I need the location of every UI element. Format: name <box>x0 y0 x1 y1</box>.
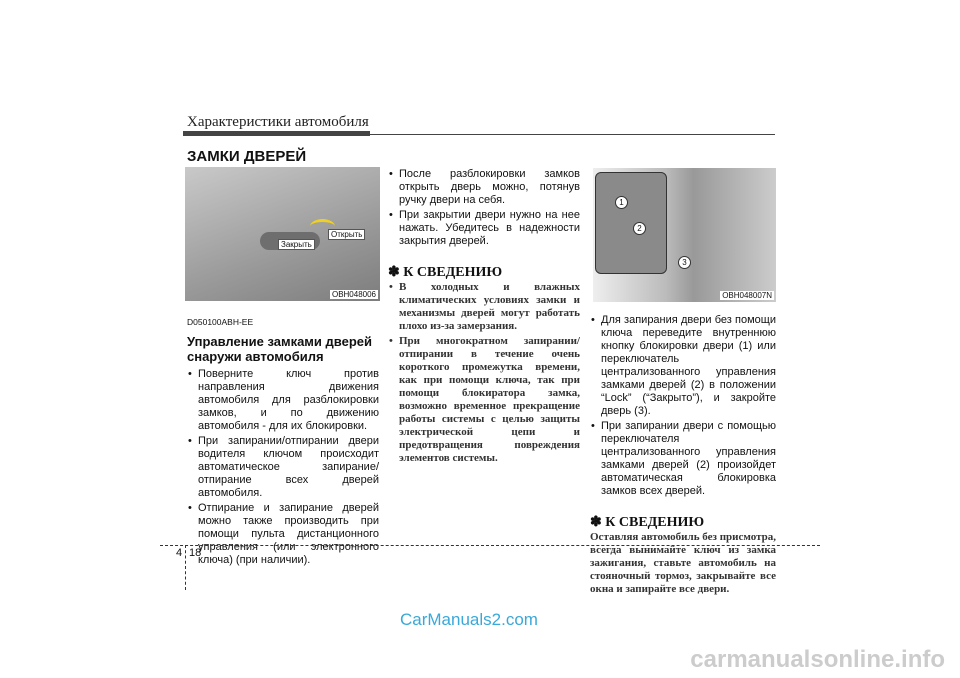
section-heading: Управление замками дверей снаружи автомобиля <box>187 334 372 364</box>
inset-panel <box>595 172 667 274</box>
unlock-label: Открыть <box>328 229 365 240</box>
list-item: • Поверните ключ против направления движения автомобиля для разблокировки замков, и по движению автомобиля - для их блокировки. <box>187 368 379 433</box>
footer-divider <box>185 545 186 590</box>
column-3 <box>590 314 776 596</box>
section-header: Характеристики автомобиля <box>187 114 369 130</box>
door-interior-figure <box>593 168 776 302</box>
note-text: Оставляя автомобиль без присмотра, всегда вынимайте ключ из замка зажигания, ставьте автомобиль на стояночный тормоз, закрывайте все окна и запирайте все двери. <box>590 531 776 595</box>
header-rule <box>370 134 775 135</box>
note-title: ✽ К СВЕДЕНИЮ <box>388 265 503 280</box>
marker-2: 2 <box>633 222 646 235</box>
note-item: • В холодных и влажных климатических условиях замки и механизмы дверей могут работать плохо из-за замерзания. <box>388 281 580 333</box>
chapter-number: 4 <box>176 547 183 559</box>
marker-3: 3 <box>678 256 691 269</box>
list-item: • При запирании двери с помощью переключателя централизованного управления замками дверей (2) произойдет автоматическая блокировка замков всех дверей. <box>590 420 776 498</box>
note-block <box>388 266 580 465</box>
lock-label: Закрыть <box>278 239 315 250</box>
figure-code: OBH048007N <box>722 291 772 300</box>
note-block <box>590 516 776 596</box>
figure-code: OBH048006 <box>331 290 376 299</box>
watermark: CarManuals2.com <box>400 610 538 629</box>
column-2 <box>388 168 580 467</box>
note-title: ✽ К СВЕДЕНИЮ <box>590 515 705 530</box>
list-item: • После разблокировки замков открыть дверь можно, потянув ручку двери на себя. <box>388 168 580 207</box>
marker-1: 1 <box>615 196 628 209</box>
page-title: ЗАМКИ ДВЕРЕЙ <box>187 148 307 165</box>
column-1 <box>187 316 379 569</box>
footer-rule <box>160 545 820 546</box>
reference-code: D050100ABH-EE <box>187 317 254 327</box>
header-bar <box>183 131 370 136</box>
list-item: • Для запирания двери без помощи ключа переведите внутреннюю кнопку блокировки двери (1) или переключатель централизованного управления замками дверей (2) в положении “Lock” (“Закрыто”), и закройте дверь (3). <box>590 314 776 418</box>
page-number: 18 <box>189 547 202 559</box>
site-watermark: carmanualsonline.info <box>690 646 945 673</box>
list-item: • При запирании/отпирании двери водителя ключом происходит автоматическое запирание/отпирание всех дверей автомобиля. <box>187 435 379 500</box>
door-handle-figure <box>185 167 380 301</box>
list-item: • При закрытии двери нужно на нее нажать. Убедитесь в надежности закрытия дверей. <box>388 209 580 248</box>
note-item: • При многократном запирании/отпирании в течение очень короткого промежутка времени, как при помощи ключа, так при помощи блокиратора замка, возможно временное прекращение работы системы с целью защиты электрической цепи и предотвращения повреждения элементов системы. <box>388 335 580 465</box>
list-item: • Отпирание и запирание дверей можно также производить при помощи пульта дистанционного управления (или электронного ключа) (при наличии). <box>187 502 379 567</box>
